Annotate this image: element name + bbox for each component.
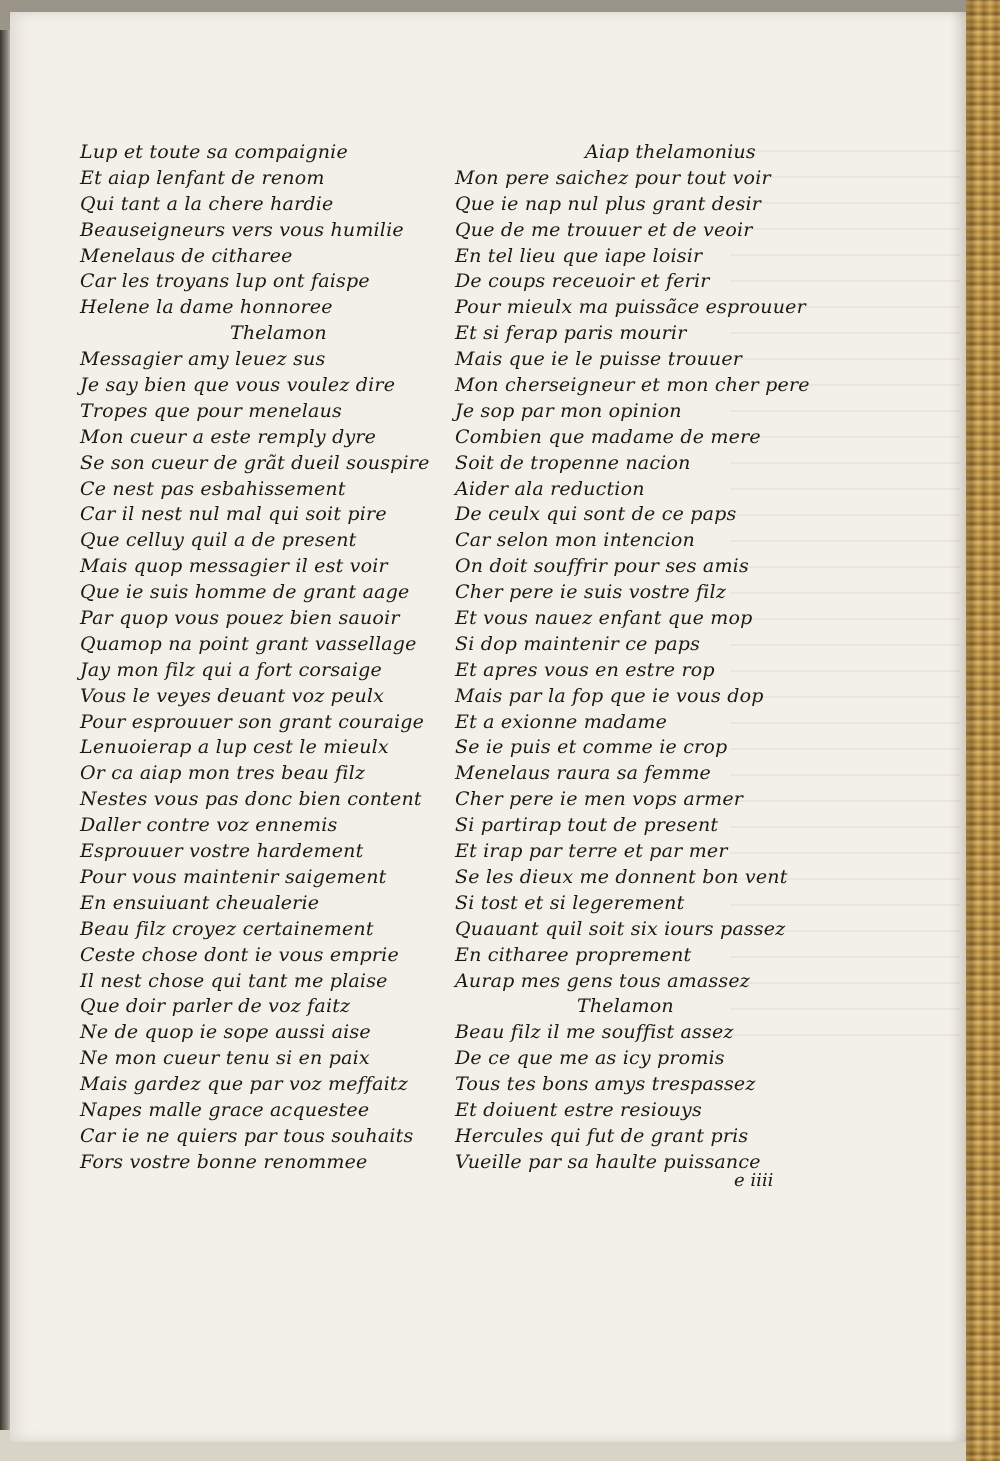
verse-line: Car ie ne quiers par tous souhaits: [80, 1124, 414, 1147]
verse-line: Et a exionne madame: [455, 710, 668, 733]
verse-line: Napes malle grace acquestee: [80, 1098, 370, 1121]
verse-line: Cher pere ie suis vostre filz: [455, 581, 727, 604]
speaker-heading: Thelamon: [230, 322, 327, 345]
verse-line: Si tost et si legerement: [455, 891, 685, 914]
verse-line: De ceulx qui sont de ce paps: [455, 503, 737, 526]
verse-line: Cher pere ie men vops armer: [455, 788, 744, 811]
verse-line: Combien que madame de mere: [455, 425, 761, 448]
verse-line: Pour esprouuer son grant couraige: [80, 710, 425, 733]
verse-line: Mais gardez que par voz meffaitz: [80, 1073, 408, 1096]
verse-line: En ensuiuant cheualerie: [80, 891, 320, 914]
verse-line: Se son cueur de grãt dueil souspire: [80, 451, 430, 474]
verse-line: Je sop par mon opinion: [455, 399, 682, 422]
speaker-heading: Thelamon: [577, 995, 674, 1018]
verse-line: On doit souffrir pour ses amis: [455, 555, 749, 578]
verse-line: Que celluy quil a de present: [80, 529, 357, 552]
verse-line: Et doiuent estre resiouys: [455, 1098, 702, 1121]
verse-line: Vueille par sa haulte puissance: [455, 1150, 761, 1173]
verse-line: Aider ala reduction: [455, 477, 645, 500]
verse-line: Soit de tropenne nacion: [455, 451, 691, 474]
verse-line: Ne mon cueur tenu si en paix: [80, 1047, 370, 1070]
verse-line: Et apres vous en estre rop: [455, 658, 715, 681]
signature-mark: e iiii: [734, 1170, 774, 1191]
verse-line: Quauant quil soit six iours passez: [455, 917, 786, 940]
verse-line: Pour mieulx ma puissãce esprouuer: [455, 296, 806, 319]
verse-line: Et vous nauez enfant que mop: [455, 607, 753, 630]
verse-line: Tropes que pour menelaus: [80, 399, 342, 422]
verse-line: Menelaus raura sa femme: [455, 762, 711, 785]
verse-line: Beauseigneurs vers vous humilie: [80, 218, 404, 241]
verse-line: Et aiap lenfant de renom: [80, 166, 325, 189]
verse-line: Helene la dame honnoree: [80, 296, 333, 319]
verse-line: Qui tant a la chere hardie: [80, 192, 334, 215]
verse-line: Pour vous maintenir saigement: [80, 865, 387, 888]
verse-line: Messagier amy leuez sus: [80, 348, 326, 371]
verse-line: Jay mon filz qui a fort corsaige: [80, 658, 382, 681]
verse-line: Lup et toute sa compaignie: [80, 141, 348, 163]
verse-line: Aurap mes gens tous amassez: [455, 969, 750, 992]
verse-line: Beau filz croyez certainement: [80, 917, 374, 940]
verse-line: Car selon mon intencion: [455, 529, 695, 552]
verse-line: Ne de quop ie sope aussi aise: [80, 1021, 371, 1044]
verse-line: Mais quop messagier il est voir: [80, 555, 388, 578]
verse-line: Mais par la fop que ie vous dop: [455, 684, 764, 707]
verse-line: Vous le veyes deuant voz peulx: [80, 684, 385, 707]
verse-line: Menelaus de citharee: [80, 244, 293, 267]
verse-line: Hercules qui fut de grant pris: [455, 1124, 749, 1147]
verse-line: Que de me trouuer et de veoir: [455, 218, 753, 241]
verse-line: De ce que me as icy promis: [455, 1047, 725, 1070]
verse-line: Esprouuer vostre hardement: [80, 840, 364, 863]
right-text-column: [455, 140, 810, 1176]
verse-line: Daller contre voz ennemis: [80, 814, 338, 837]
verse-line: Et si ferap paris mourir: [455, 322, 687, 345]
verse-line: En tel lieu que iape loisir: [455, 244, 703, 267]
verse-line: Mon pere saichez pour tout voir: [455, 166, 771, 189]
speaker-heading: Aiap thelamonius: [585, 141, 756, 163]
verse-line: Et irap par terre et par mer: [455, 840, 728, 863]
verse-line: Si partirap tout de present: [455, 814, 719, 837]
verse-line: Tous tes bons amys trespassez: [455, 1073, 756, 1096]
verse-line: Si dop maintenir ce paps: [455, 632, 701, 655]
gilt-page-edge: [966, 0, 1000, 1461]
verse-line: Mon cherseigneur et mon cher pere: [455, 374, 810, 397]
verse-line: Car les troyans lup ont faispe: [80, 270, 370, 293]
verse-line: Nestes vous pas donc bien content: [80, 788, 422, 811]
verse-line: Mon cueur a este remply dyre: [80, 425, 377, 448]
verse-line: Je say bien que vous voulez dire: [80, 374, 396, 397]
verse-line: Se ie puis et comme ie crop: [455, 736, 728, 759]
verse-line: Fors vostre bonne renommee: [80, 1150, 368, 1173]
verse-line: Ceste chose dont ie vous emprie: [80, 943, 399, 966]
verse-line: Par quop vous pouez bien sauoir: [80, 607, 400, 630]
verse-line: Que ie suis homme de grant aage: [80, 581, 410, 604]
verse-line: En citharee proprement: [455, 943, 692, 966]
verse-line: Beau filz il me souffist assez: [455, 1021, 734, 1044]
verse-line: De coups receuoir et ferir: [455, 270, 710, 293]
verse-line: Se les dieux me donnent bon vent: [455, 865, 788, 888]
left-text-column: [80, 140, 460, 1176]
verse-line: Quamop na point grant vassellage: [80, 632, 417, 655]
verse-line: Que doir parler de voz faitz: [80, 995, 351, 1018]
verse-line: Il nest chose qui tant me plaise: [80, 969, 388, 992]
verse-line: Mais que ie le puisse trouuer: [455, 348, 743, 371]
verse-line: Car il nest nul mal qui soit pire: [80, 503, 387, 526]
verse-line: Lenuoierap a lup cest le mieulx: [80, 736, 389, 759]
verse-line: Que ie nap nul plus grant desir: [455, 192, 762, 215]
verse-line: Ce nest pas esbahissement: [80, 477, 346, 500]
verse-line: Or ca aiap mon tres beau filz: [80, 762, 366, 785]
